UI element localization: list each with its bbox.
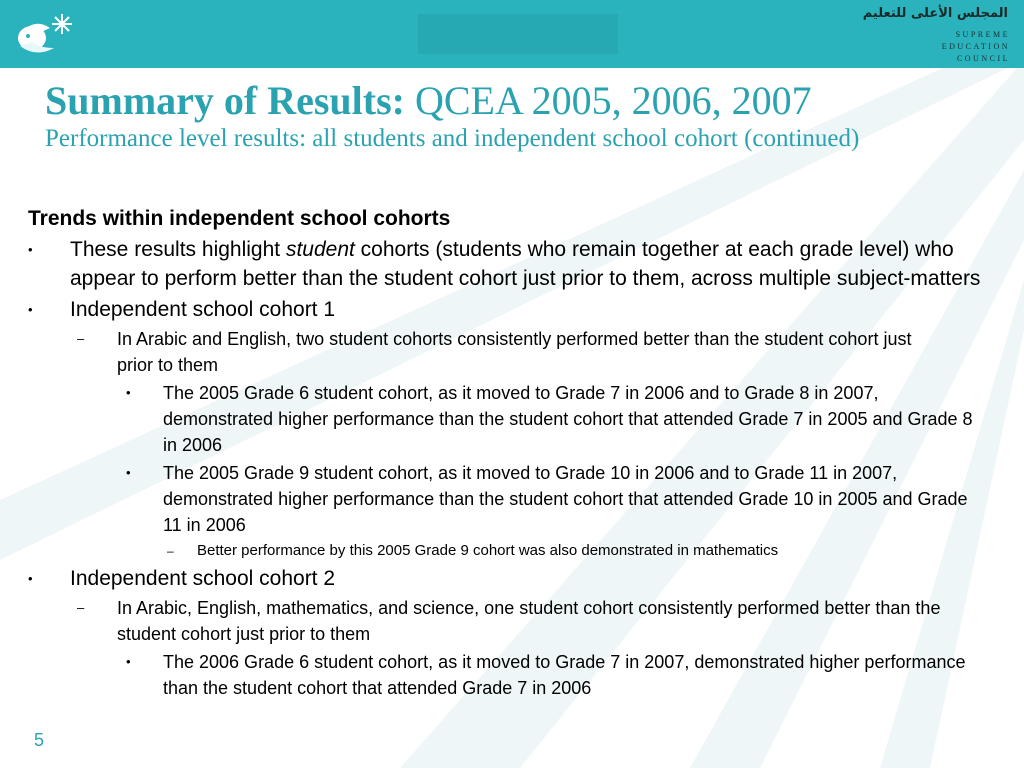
sub-bullet-text: The 2005 Grade 6 student cohort, as it moved to Grade 7 in 2006 and to Grade 8 in 2007, demonstrated higher performance than the student cohort that attended Grade 7 in 2005 and Grade 8 in 2006 [163,383,973,455]
council-name-line: COUNCIL [956,54,1010,63]
bullet-marker: • [28,302,33,317]
sub-bullet-text: The 2006 Grade 6 student cohort, as it moved to Grade 7 in 2007, demonstrated higher performance than the student cohort that attended Grade 7 in 2006 [163,652,966,698]
council-name-line: SUPREME [955,30,1010,39]
bullet-item [28,564,998,593]
bullet-item [28,235,998,293]
slide-subtitle: Performance level results: all students and independent school cohort (continued) [45,125,860,152]
sub-bullet-item [126,460,983,538]
bullet-marker: • [126,654,131,669]
bullet-marker: • [28,242,33,257]
sub-bullet-item [126,649,983,701]
sub-dash-text: Better performance by this 2005 Grade 9 cohort was also demonstrated in mathematics [197,542,779,559]
bullet-item [28,295,998,324]
dash-item [77,326,947,378]
slide-title-bold: Summary of Results: [45,78,405,123]
page-number: 5 [34,730,45,750]
slide-title-rest: QCEA 2005, 2006, 2007 [404,78,812,123]
dash-item [77,595,947,647]
dash-text: In Arabic, English, mathematics, and science, one student cohort consistently performed better than the student cohort just prior to them [117,598,941,644]
bullet-marker: • [126,465,131,480]
dash-text: In Arabic and English, two student cohorts consistently performed better than the student cohort just prior to them [117,329,912,375]
bullet-text: Independent school cohort 2 [70,567,336,590]
bullet-text: Independent school cohort 1 [70,298,336,321]
council-name-line: EDUCATION [941,42,1010,51]
sub-dash-item [167,540,997,562]
council-name-arabic: المجلس الأعلى للتعليم [862,6,1008,21]
bullet-marker: • [28,571,33,586]
dash-marker: – [77,331,85,346]
slide-title [45,78,1015,124]
bullet-emphasis: student [285,238,355,261]
dash-marker: – [77,600,85,615]
dash-marker: – [167,544,174,558]
sub-bullet-text: The 2005 Grade 9 student cohort, as it moved to Grade 10 in 2006 and to Grade 11 in 2007, demonstrated higher performance than the student cohort that attended Grade 10 in 2005 and Grade 11 in 2006 [163,463,968,535]
section-heading: Trends within independent school cohorts [28,207,451,230]
bullet-text: These results highlight [70,238,286,261]
sub-bullet-item [126,380,983,458]
slide-body [28,204,998,701]
bullet-text: cohorts (students who remain together at each grade level) who appear to perform better than the student cohort just prior to them, across multiple subject-matters [70,238,981,290]
bullet-marker: • [126,385,131,400]
